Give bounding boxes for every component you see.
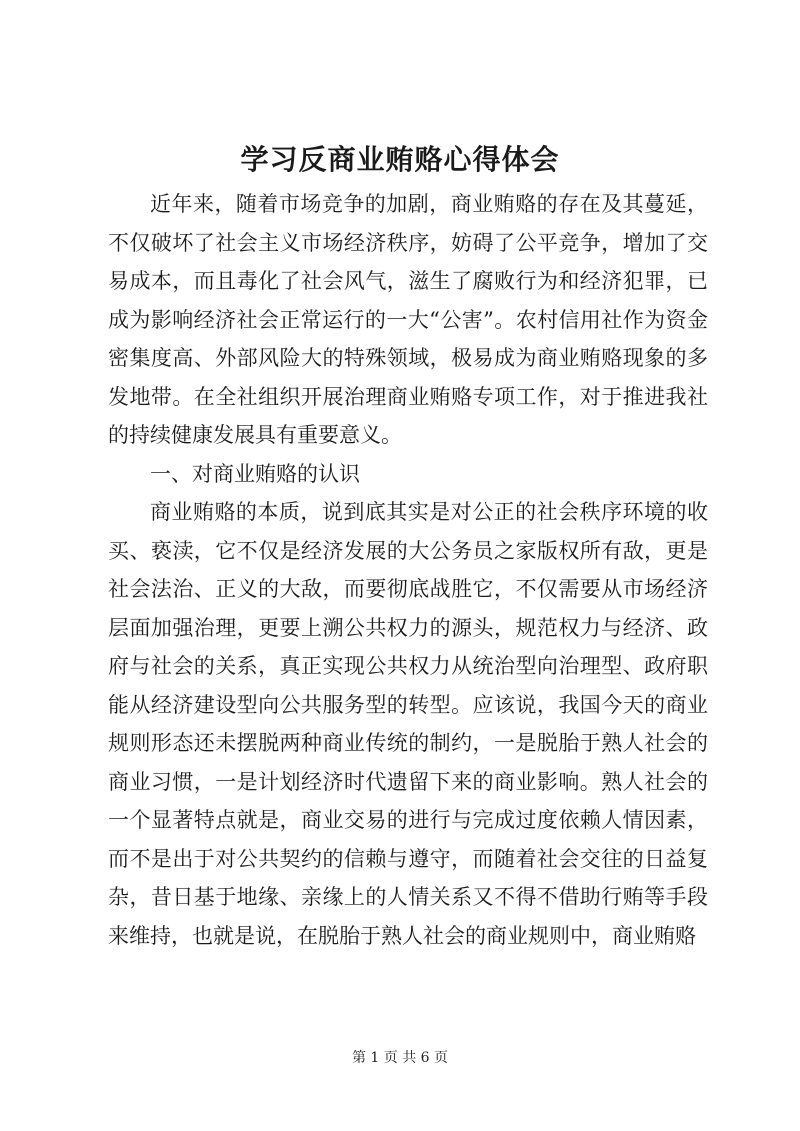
body-paragraph: 商业贿赂的本质，说到底其实是对公正的社会秩序环境的收买、亵渎，它不仅是经济发展的大公务员之家版权所有敌，更是社会法治、正义的大敌，而要彻底战胜它，不仅需要从市场经济层面加强治理，更要上溯公共权力的源头，规范权力与经济、政府与社会的关系，真正实现公共权力从统治型向治理型、政府职能从经济建设型向公共服务型的转型。应该说，我国今天的商业规则形态还未摆脱两种商业传统的制约，一是脱胎于熟人社会的商业习惯，一是计划经济时代遗留下来的商业影响。熟人社会的一个显著特点就是，商业交易的进行与完成过度依赖人情因素，而不是出于对公共契约的信赖与遵守，而随着社会交往的日益复杂，昔日基于地缘、亲缘上的人情关系又不得不借助行贿等手段来维持，也就是说，在脱胎于熟人社会的商业规则中，商业贿赂 xyxy=(108,500,708,948)
section-heading: 一、对商业贿赂的认识 xyxy=(150,461,360,486)
intro-paragraph: 近年来，随着市场竞争的加剧，商业贿赂的存在及其蔓延，不仅破坏了社会主义市场经济秩序，妨碍了公平竞争，增加了交易成本，而且毒化了社会风气，滋生了腐败行为和经济犯罪，已成为影响经济社会正常运行的一大“公害”。农村信用社作为资金密集度高、外部风险大的特殊领域，极易成为商业贿赂现象的多发地带。在全社组织开展治理商业贿赂专项工作，对于推进我社的持续健康发展具有重要意义。 xyxy=(108,192,708,447)
document-body xyxy=(108,185,708,955)
page-footer: 第 1 页 共 6 页 xyxy=(351,1050,449,1066)
document-title: 学习反商业贿赂心得体会 xyxy=(240,143,560,176)
